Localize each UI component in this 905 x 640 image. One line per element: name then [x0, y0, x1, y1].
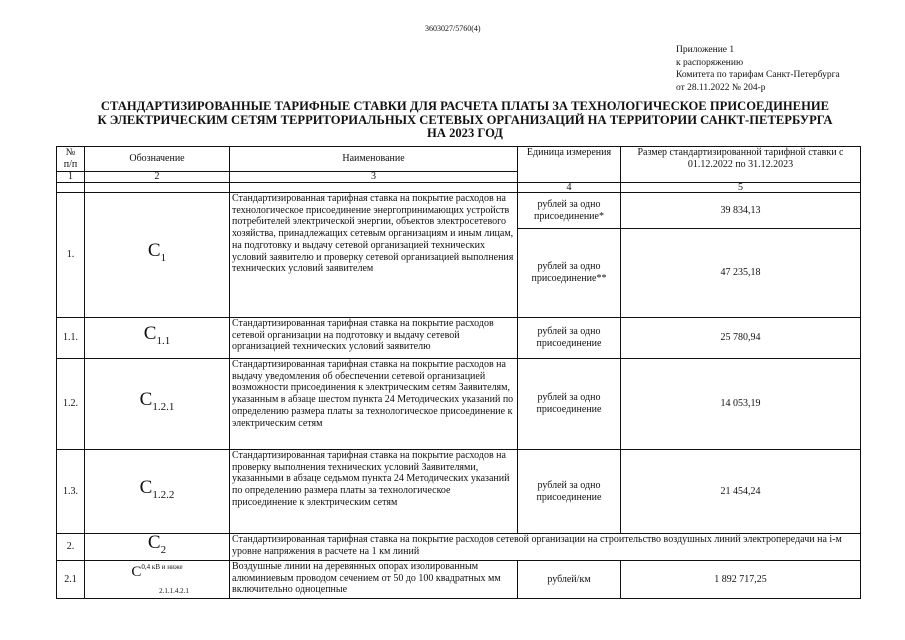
index-cell: 5 — [621, 183, 861, 193]
unit-cell: рублей за одно присоединение* — [518, 193, 621, 229]
title-line: СТАНДАРТИЗИРОВАННЫЕ ТАРИФНЫЕ СТАВКИ ДЛЯ РАСЧЕТА ПЛАТЫ ЗА ТЕХНОЛОГИЧЕСКОЕ ПРИСОЕДИНЕНИЕ — [100, 99, 830, 113]
row-number: 1. — [57, 193, 85, 318]
document-title — [40, 100, 890, 141]
rate-code: $C_{1.2.1}$ — [85, 359, 230, 450]
appendix-line: Комитета по тарифам Санкт-Петербурга — [676, 70, 840, 80]
row-number: 1.2. — [57, 359, 85, 450]
row-number: 1.1. — [57, 318, 85, 359]
header-unit: Единица измерения — [518, 147, 621, 183]
value-cell: 14 053,19 — [621, 359, 861, 450]
table-row — [57, 561, 861, 599]
unit-cell: рублей за одно присоединение — [518, 450, 621, 534]
rate-description: Стандартизированная тарифная ставка на покрытие расходов на выдачу уведомления об обеспечении сетевой организацией возможности присоединения к электрическим сетям Заявителям, указанным в абзаце шестом пункта 24 Методических указаний по определению размера платы за технологическое присоединение к электрическим сетям — [230, 359, 518, 450]
value-cell: 1 892 717,25 — [621, 561, 861, 599]
header-name: Наименование — [230, 147, 518, 172]
unit-cell: рублей/км — [518, 561, 621, 599]
rate-description: Воздушные линии на деревянных опорах изолированным алюминиевым проводом сечением от 50 до 100 квадратных мм включительно одноцепные — [230, 561, 518, 599]
unit-cell: рублей за одно присоединение — [518, 359, 621, 450]
rate-code: $C_{1.2.2}$ — [85, 450, 230, 534]
table-row — [57, 359, 861, 450]
header-designation: Обозначение — [85, 147, 230, 172]
rate-code: $C_{1.1}$ — [85, 318, 230, 359]
table-row — [57, 534, 861, 561]
table-row — [57, 193, 861, 229]
document-number: 3603027/5760(4) — [425, 24, 481, 33]
appendix-line: Приложение 1 — [676, 45, 735, 55]
header-num: № п/п — [57, 147, 85, 172]
table-row — [57, 450, 861, 534]
appendix-note — [676, 44, 840, 94]
index-cell: 3 — [230, 172, 518, 183]
rate-code: $C_2$ — [85, 534, 230, 561]
rate-code: $C_1$ — [85, 193, 230, 318]
rate-code: $C^{0,4 кВ и ниже}$ $_{2.1.1.4.2.1}$ — [85, 561, 230, 599]
value-cell: 47 235,18 — [621, 229, 861, 318]
rate-description: Стандартизированная тарифная ставка на покрытие расходов сетевой организации на строительство воздушных линий электропередачи на i-м уровне напряжения в расчете на 1 км линий — [230, 534, 861, 561]
unit-cell: рублей за одно присоединение** — [518, 229, 621, 318]
unit-cell: рублей за одно присоединение — [518, 318, 621, 359]
appendix-line: от 28.11.2022 № 204-р — [676, 82, 766, 93]
index-row-2 — [57, 183, 861, 193]
index-cell: 1 — [57, 172, 85, 183]
row-number: 2. — [57, 534, 85, 561]
header-row — [57, 147, 861, 172]
rate-description: Стандартизированная тарифная ставка на покрытие расходов сетевой организации на подготовку и выдачу сетевой организацией технических условий заявителю — [230, 318, 518, 359]
title-line: К ЭЛЕКТРИЧЕСКИМ СЕТЯМ ТЕРРИТОРИАЛЬНЫХ СЕТЕВЫХ ОРГАНИЗАЦИЙ НА ТЕРРИТОРИИ САНКТ-ПЕТЕРБУРГА — [97, 112, 833, 127]
value-cell: 25 780,94 — [621, 318, 861, 359]
tariff-table — [56, 146, 861, 599]
title-line: НА 2023 ГОД — [427, 126, 503, 141]
value-cell: 21 454,24 — [621, 450, 861, 534]
rate-description: Стандартизированная тарифная ставка на покрытие расходов на проверку выполнения технических условий Заявителями, указанными в абзаце седьмом пункта 24 Методических указаний по определению размера платы за технологическое присоединение к электрическим сетям — [230, 450, 518, 534]
index-cell: 2 — [85, 172, 230, 183]
row-number: 2.1 — [57, 561, 85, 599]
appendix-line: к распоряжению — [676, 57, 744, 68]
header-rate: Размер стандартизированной тарифной ставки с 01.12.2022 по 31.12.2023 — [621, 147, 861, 183]
row-number: 1.3. — [57, 450, 85, 534]
index-cell: 4 — [518, 183, 621, 193]
table-row — [57, 318, 861, 359]
rate-description: Стандартизированная тарифная ставка на покрытие расходов на технологическое присоединение энергопринимающих устройств потребителей электрической энергии, объектов электросетевого хозяйства, принадлежащих сетевым организациям и иным лицам, на подготовку и выдачу сетевой организацией технических условий заявителю и проверку сетевой организацией выполнения технических условий заявителем — [230, 193, 518, 318]
value-cell: 39 834,13 — [621, 193, 861, 229]
